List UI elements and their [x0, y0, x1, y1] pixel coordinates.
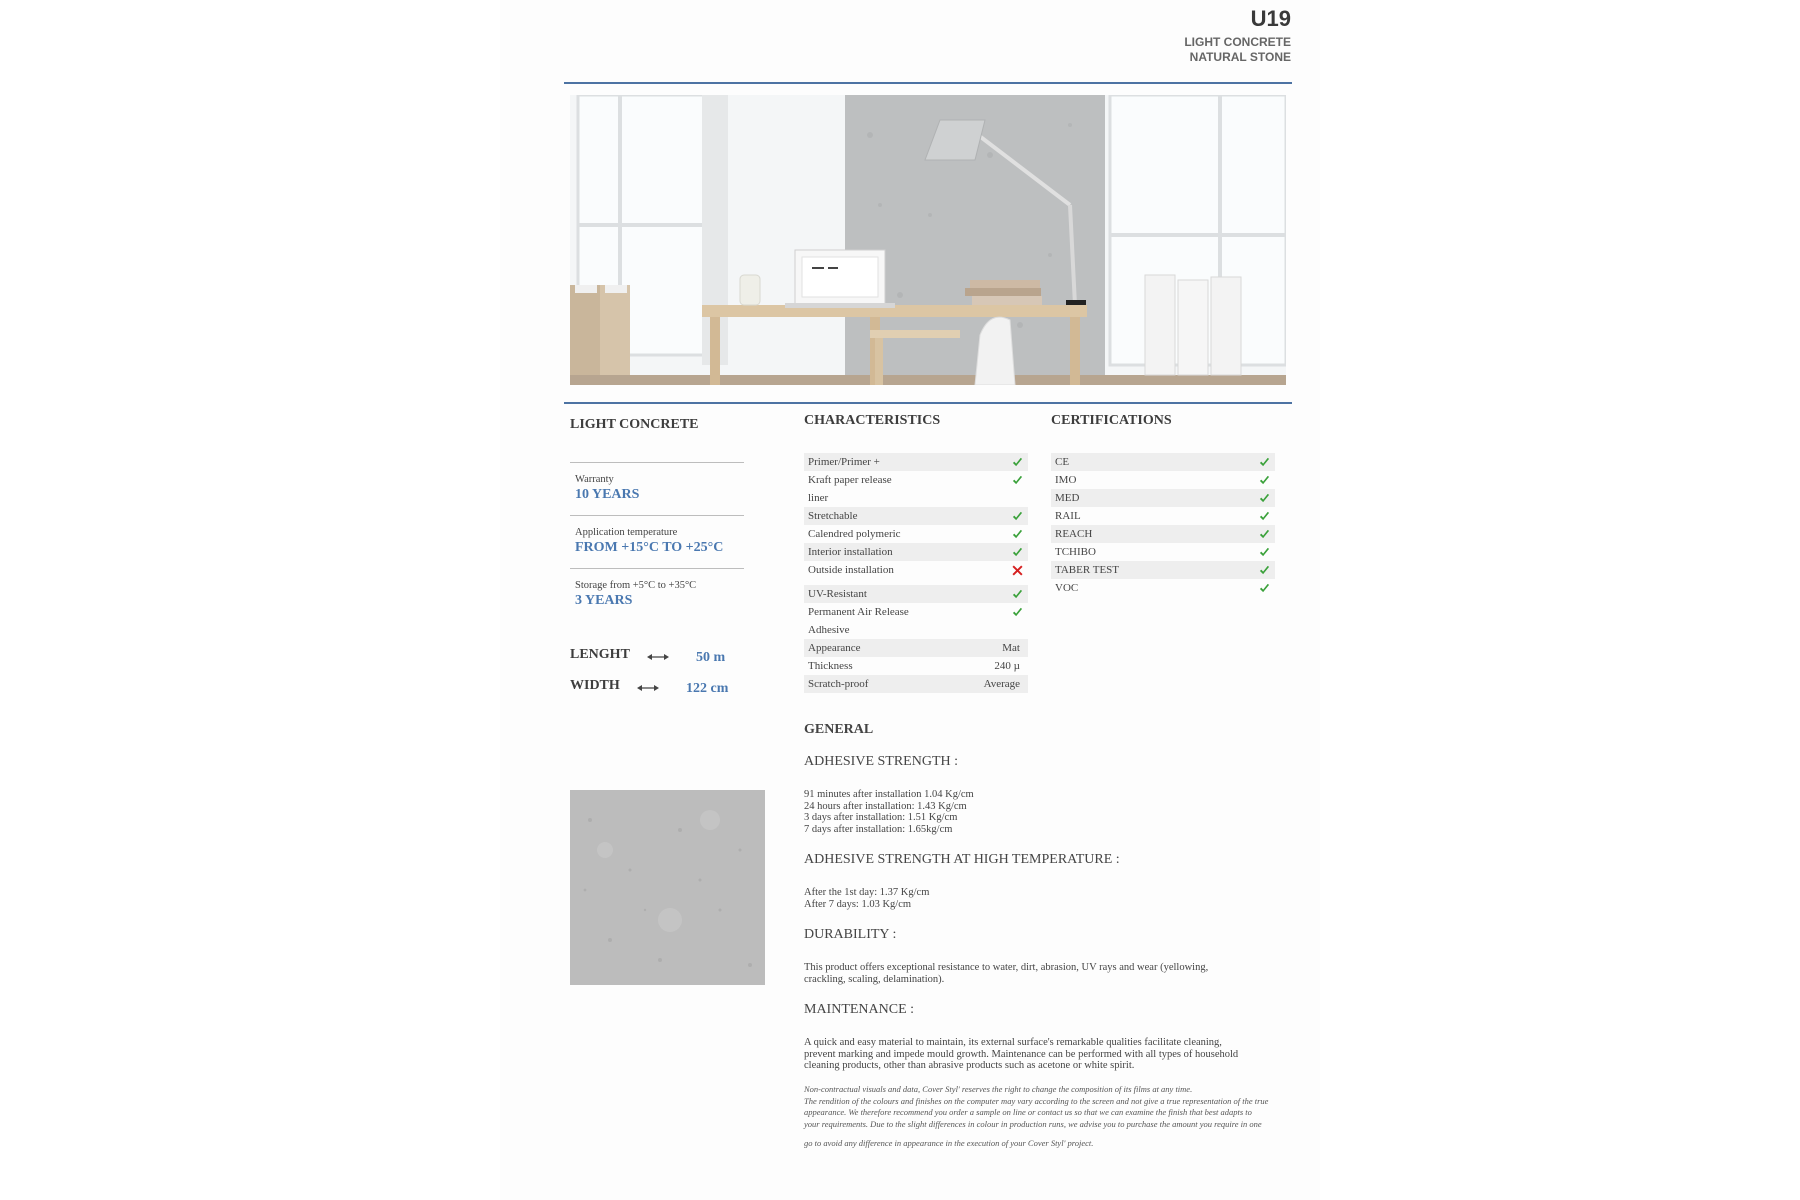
legal-line: Non-contractual visuals and data, Cover Styl' reserves the right to change the composition of its films at any time.: [804, 1084, 1193, 1094]
characteristic-mark: [1010, 471, 1024, 489]
durability-line: crackling, scaling, delamination).: [804, 973, 945, 985]
certification-row: [1051, 507, 1275, 525]
legal-line: appearance. We therefore recommend you order a sample on line or contact us so that we can examine the finish that best adapts to: [804, 1107, 1252, 1117]
warranty-label: Warranty: [575, 474, 614, 485]
characteristic-label: Appearance: [808, 642, 861, 654]
certification-mark: [1257, 489, 1271, 507]
check-icon: [1259, 529, 1270, 540]
legal-line: your requirements. Due to the slight differences in colour in production runs, we advise you to purchase the amount you require in one: [804, 1118, 1262, 1129]
characteristic-row: [804, 471, 1028, 489]
check-icon: [1259, 511, 1270, 522]
general-title: GENERAL: [804, 722, 874, 737]
certification-label: TCHIBO: [1055, 546, 1096, 558]
durability-line: This product offers exceptional resistance to water, dirt, abrasion, UV rays and wear (yellowing,: [804, 962, 1209, 973]
certification-label: TABER TEST: [1055, 564, 1120, 576]
adhesive-strength-line: 24 hours after installation: 1.43 Kg/cm: [804, 800, 967, 812]
characteristic-value: Mat: [1002, 642, 1020, 654]
characteristic-label: Adhesive: [808, 624, 850, 636]
check-icon: [1259, 457, 1270, 468]
storage-value: 3 YEARS: [575, 593, 633, 608]
adhesive-strength-title: ADHESIVE STRENGTH :: [804, 754, 958, 769]
check-icon: [1012, 511, 1023, 522]
characteristic-mark: [1010, 525, 1024, 543]
characteristic-mark: [1010, 585, 1024, 603]
certifications-title: CERTIFICATIONS: [1051, 413, 1172, 428]
characteristic-label: Outside installation: [808, 564, 894, 576]
characteristic-mark: [1010, 453, 1024, 471]
office-interior-photo: [570, 95, 1286, 385]
certification-mark: [1257, 453, 1271, 471]
certification-label: RAIL: [1055, 510, 1081, 522]
certification-row: [1051, 489, 1275, 507]
characteristics-table: [804, 453, 1028, 693]
check-icon: [1259, 493, 1270, 504]
adhesive-high-temp-text: [804, 887, 929, 910]
characteristic-row: [804, 489, 1028, 507]
durability-title: DURABILITY :: [804, 927, 897, 942]
durability-text: [804, 962, 1208, 985]
characteristic-label: Stretchable: [808, 510, 858, 522]
characteristic-row: [804, 507, 1028, 525]
certification-label: REACH: [1055, 528, 1093, 540]
width-value: 122 cm: [686, 681, 729, 696]
characteristic-label: Calendred polymeric: [808, 528, 901, 540]
certification-label: MED: [1055, 492, 1080, 504]
length-label: LENGHT: [570, 647, 630, 662]
check-icon: [1259, 565, 1270, 576]
characteristic-row: [804, 525, 1028, 543]
cross-icon: [1012, 565, 1023, 576]
characteristic-row: [804, 639, 1028, 657]
certification-mark: [1257, 507, 1271, 525]
certification-row: [1051, 561, 1275, 579]
check-icon: [1012, 457, 1023, 468]
check-icon: [1259, 583, 1270, 594]
characteristic-mark: [1010, 561, 1024, 579]
concrete-swatch: [570, 790, 765, 985]
characteristic-label: Thickness: [808, 660, 853, 672]
certifications-table: [1051, 453, 1275, 597]
characteristic-label: Kraft paper release: [808, 474, 892, 486]
characteristic-row: [804, 561, 1028, 585]
characteristic-label: Primer/Primer +: [808, 456, 880, 468]
certification-mark: [1257, 525, 1271, 543]
warranty-value: 10 YEARS: [575, 487, 640, 502]
warranty-block: [570, 462, 744, 515]
double-arrow-icon: [647, 653, 669, 661]
characteristic-row: [804, 453, 1028, 471]
double-arrow-icon: [637, 684, 659, 692]
legal-disclaimer: [804, 1084, 1290, 1150]
maintenance-line: A quick and easy material to maintain, its external surface's remarkable qualities facilitate cleaning,: [804, 1037, 1222, 1048]
certification-mark: [1257, 561, 1271, 579]
maintenance-line: cleaning products, other than abrasive products such as acetone or white spirit.: [804, 1060, 1135, 1071]
certification-mark: [1257, 471, 1271, 489]
legal-line: go to avoid any difference in appearance in the execution of your Cover Styl' project.: [804, 1138, 1094, 1148]
characteristic-mark: [1010, 603, 1024, 621]
characteristic-value: Average: [983, 678, 1020, 690]
check-icon: [1259, 475, 1270, 486]
certification-mark: [1257, 579, 1271, 597]
certification-row: [1051, 543, 1275, 561]
certification-mark: [1257, 543, 1271, 561]
characteristic-row: [804, 603, 1028, 621]
finish-title: LIGHT CONCRETE: [570, 417, 699, 432]
adhesive-high-temp-title: ADHESIVE STRENGTH AT HIGH TEMPERATURE :: [804, 852, 1120, 867]
certification-row: [1051, 453, 1275, 471]
characteristics-title: CHARACTERISTICS: [804, 413, 941, 428]
top-divider: [564, 82, 1292, 84]
certification-label: IMO: [1055, 474, 1077, 486]
characteristic-label: Scratch-proof: [808, 678, 869, 690]
legal-line: The rendition of the colours and finishes on the computer may vary according to the screen and not give a true representation of the true: [804, 1095, 1269, 1106]
adhesive-strength-line: 7 days after installation: 1.65kg/cm: [804, 823, 953, 835]
characteristic-label: UV-Resistant: [808, 588, 867, 600]
adhesive-high-temp-line: After 7 days: 1.03 Kg/cm: [804, 898, 912, 910]
storage-block: [570, 568, 744, 621]
check-icon: [1259, 547, 1270, 558]
adhesive-strength-line: 3 days after installation: 1.51 Kg/cm: [804, 812, 958, 823]
application-temp-label: Application temperature: [575, 527, 678, 538]
certification-label: VOC: [1055, 582, 1079, 594]
characteristic-row: [804, 621, 1028, 639]
application-temp-value: FROM +15°C TO +25°C: [575, 540, 724, 555]
product-name-line2: NATURAL STONE: [1189, 50, 1291, 64]
certification-row: [1051, 471, 1275, 489]
certification-row: [1051, 579, 1275, 597]
adhesive-strength-line: 91 minutes after installation 1.04 Kg/cm: [804, 789, 974, 800]
check-icon: [1012, 607, 1023, 618]
check-icon: [1012, 547, 1023, 558]
product-code: U19: [1250, 6, 1291, 31]
certification-row: [1051, 525, 1275, 543]
characteristic-label: Interior installation: [808, 546, 893, 558]
adhesive-high-temp-line: After the 1st day: 1.37 Kg/cm: [804, 887, 930, 898]
storage-label: Storage from +5°C to +35°C: [575, 580, 697, 591]
length-value: 50 m: [696, 650, 726, 665]
adhesive-strength-text: [804, 789, 974, 835]
characteristic-row: [804, 657, 1028, 675]
characteristic-row: [804, 675, 1028, 693]
maintenance-text: [804, 1037, 1238, 1072]
application-temp-block: [570, 515, 744, 568]
characteristic-value: 240 µ: [994, 660, 1020, 672]
characteristic-mark: [1010, 543, 1024, 561]
certification-label: CE: [1055, 456, 1070, 468]
product-name-line1: LIGHT CONCRETE: [1184, 35, 1291, 49]
section-divider: [564, 402, 1292, 404]
maintenance-title: MAINTENANCE :: [804, 1002, 915, 1017]
check-icon: [1012, 529, 1023, 540]
maintenance-line: prevent marking and impede mould growth. Maintenance can be performed with all types of household: [804, 1048, 1239, 1060]
width-label: WIDTH: [570, 678, 620, 693]
check-icon: [1012, 475, 1023, 486]
check-icon: [1012, 589, 1023, 600]
characteristic-row: [804, 585, 1028, 603]
characteristic-mark: [1010, 507, 1024, 525]
characteristic-row: [804, 543, 1028, 561]
characteristic-label: Permanent Air Release: [808, 606, 909, 618]
characteristic-label: liner: [808, 492, 829, 504]
